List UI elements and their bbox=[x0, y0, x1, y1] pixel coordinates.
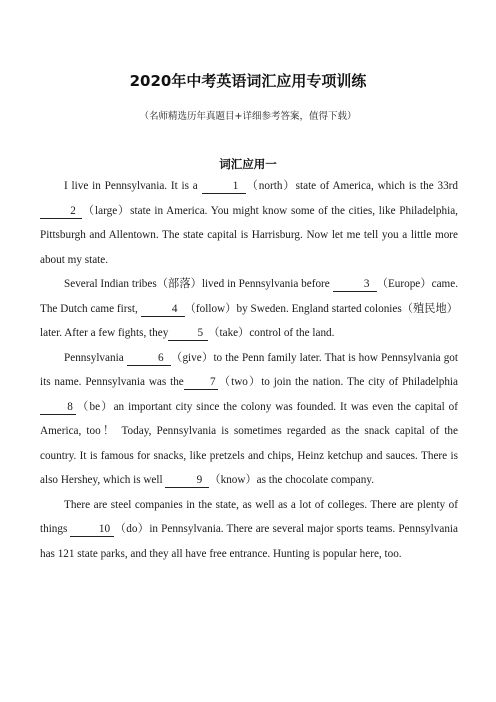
text: to join the nation. The city of Philadelphia bbox=[261, 376, 458, 388]
blank-1: 1 bbox=[202, 179, 246, 194]
hint-5: （take） bbox=[208, 327, 250, 339]
hint-6: （give） bbox=[170, 351, 214, 364]
text: came. The Dutch came first, bbox=[40, 278, 459, 315]
text: control of the land. bbox=[249, 327, 335, 339]
section-title: 词汇应用一 bbox=[219, 157, 277, 171]
blank-5: 5 bbox=[168, 326, 208, 341]
hint-4: （follow） bbox=[184, 302, 237, 315]
paragraph-3 bbox=[40, 346, 458, 493]
blank-6: 6 bbox=[127, 351, 171, 366]
text: to the Penn family later. That is how Pennsylvania got its name. Pennsylvania was the bbox=[40, 351, 459, 388]
text: I live in Pennsylvania. It is a bbox=[64, 180, 202, 192]
hint-2: （large） bbox=[82, 204, 131, 217]
text: by Sweden. England started colonies（殖民地） later. After a few fights, they bbox=[40, 302, 458, 339]
page-subtitle: （名师精选历年真题目+详细参考答案，值得下载） bbox=[139, 111, 357, 122]
hint-7: （two） bbox=[217, 376, 262, 388]
hint-9: （know） bbox=[209, 474, 257, 486]
blank-2: 2 bbox=[40, 204, 82, 219]
text: state in America. You might know some of the cities, like Philadelphia, Pittsburgh and Allentown. The state capital is Harrisburg. Now let me tell you a little more about my state. bbox=[40, 204, 458, 266]
text: state of America, which is the 33rd bbox=[295, 180, 458, 192]
hint-3: （Europe） bbox=[376, 278, 432, 290]
text: Several Indian tribes（部落）lived in Pennsylvania before bbox=[64, 278, 333, 290]
text: Pennsylvania bbox=[64, 351, 127, 364]
hint-10: （do） bbox=[114, 523, 150, 535]
paragraph-1 bbox=[40, 174, 458, 272]
blank-3: 3 bbox=[333, 277, 377, 292]
blank-4: 4 bbox=[141, 302, 185, 317]
text: in Pennsylvania. There are several major sports teams. Pennsylvania has 121 state parks, and they all have free entrance. Hunting is popular here, too. bbox=[40, 523, 458, 560]
blank-7: 7 bbox=[184, 375, 218, 390]
hint-1: （north） bbox=[245, 180, 296, 192]
hint-8: （be） bbox=[76, 400, 114, 413]
blank-8: 8 bbox=[40, 400, 76, 415]
paragraph-4 bbox=[40, 493, 458, 567]
page-title: 2020年中考英语词汇应用专项训练 bbox=[129, 72, 367, 90]
passage bbox=[40, 174, 458, 566]
blank-10: 10 bbox=[70, 522, 114, 537]
text: There are steel companies in the state, as well as a lot of colleges. There are plenty of things bbox=[40, 498, 458, 535]
paragraph-2 bbox=[40, 272, 458, 346]
text: as the chocolate company. bbox=[256, 474, 374, 486]
blank-9: 9 bbox=[165, 473, 209, 488]
text: an important city since the colony was founded. It was even the capital of America, too！ Today, Pennsylvania is sometimes regarded as the snack capital of the country. It is famous for snacks, like pretzels and chips, Heinz ketchup and sauces. There is also Hershey, which is well bbox=[40, 400, 459, 486]
